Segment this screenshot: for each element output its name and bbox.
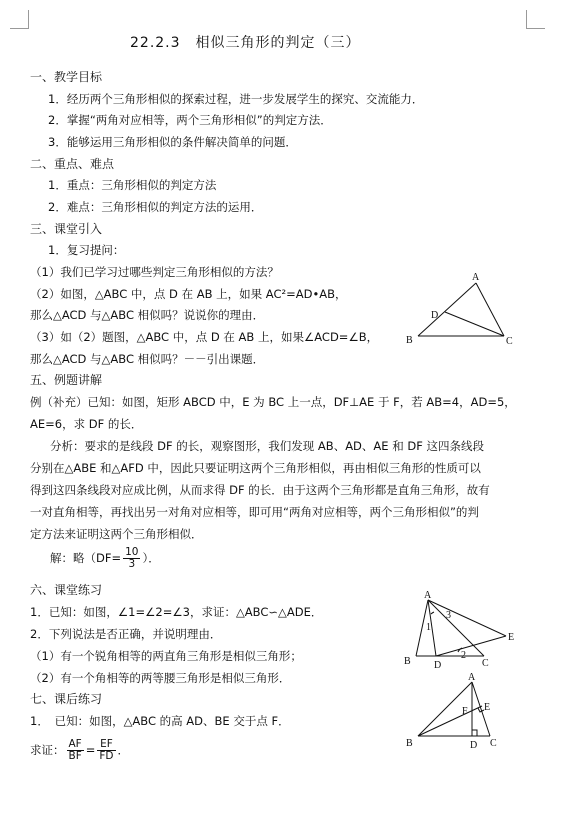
segment-ba [418,283,476,336]
practice-problem-2-b: （2）有一个角相等的两等腰三角形是相似三角形． [30,671,291,685]
label-b: B [406,335,413,346]
analysis-line-3: 得到这四条线段对应成比例，从而求得 DF 的长．由于这两个三角形都是直角三角形，故有 [30,483,490,497]
triangle-figure-2 [396,590,526,670]
goal-item: 3．能够运用三角形相似的条件解决简单的问题． [48,135,297,149]
question-2-line-1: （2）如图，△ABC 中，点 D 在 AB 上，如果 AC²=AD•AB， [30,287,347,301]
label-e: E [484,702,491,713]
label-c: C [482,658,489,669]
label-c: C [490,738,497,749]
analysis-line-4: 一对直角相等，再找出另一对角对应相等，即可用“两角对应相等，两个三角形相似”的判 [30,505,479,519]
section-heading-intro: 三、课堂引入 [30,222,103,236]
label-angle-3: 3 [446,610,451,621]
question-2-line-2: 那么△ACD 与△ABC 相似吗？说说你的理由． [30,308,265,322]
fraction-ef-fd [97,739,115,762]
triangle-figure-1 [400,268,530,348]
analysis-line-2: 分别在△ABE 和△AFD 中，因此只要证明这两个三角形相似，再由相似三角形的性质可以 [30,461,481,475]
section-heading-goals: 一、教学目标 [30,70,103,84]
solution-denominator: 3 [128,558,136,570]
key-point-item: 1．重点：三角形相似的判定方法 [48,178,217,192]
label-c: C [506,336,513,347]
practice-problem-2-a: （1）有一个锐角相等的两直角三角形是相似三角形； [30,649,302,663]
goal-item: 2．掌握“两角对应相等，两个三角形相似”的判定方法． [48,113,332,127]
section-heading-practice: 六、课堂练习 [30,583,103,597]
key-point-item: 2．难点：三角形相似的判定方法的运用． [48,200,263,214]
section-heading-homework: 七、课后练习 [30,692,103,706]
fraction-2-numerator: EF [97,739,115,751]
solution-prefix: 解：略（DF= [50,551,122,565]
fraction-1-denominator: BF [68,750,82,762]
label-d: D [431,310,439,321]
label-e: E [508,632,515,643]
label-d: D [470,740,478,751]
analysis-line-5: 定方法来证明这两个三角形相似． [30,527,203,541]
section-heading-key-points: 二、重点、难点 [30,157,115,171]
label-a: A [424,590,432,601]
triangle-figure-3 [400,672,530,752]
crop-mark-top-left [10,10,29,29]
segment-dc [445,312,504,336]
section-heading-examples: 五、例题讲解 [30,373,103,387]
analysis-line-1: 分析：要求的是线段 DF 的长，观察图形，我们发现 AB、AD、AE 和 DF 这四条线段 [50,439,484,453]
segment-ac [476,283,504,336]
label-d: D [434,660,442,671]
label-b: B [404,656,411,667]
page-title: 22.2.3 相似三角形的判定（三） [130,35,361,51]
fraction-1-numerator: AF [67,739,84,751]
question-1: （1）我们已学习过哪些判定三角形相似的方法？ [30,265,279,279]
label-a: A [468,672,476,683]
homework-problem-1: 1． 已知：如图，△ABC 的高 AD、BE 交于点 F． [30,714,290,728]
prove-label: 求证： [30,743,65,757]
label-b: B [406,738,413,749]
solution-suffix: ）． [142,551,160,565]
solution-line [50,547,160,570]
prove-end: ． [117,743,130,757]
label-angle-1: 1 [426,622,431,633]
equals-sign: = [85,743,96,757]
fraction-2-denominator: FD [99,750,114,762]
goal-item: 1．经历两个三角形相似的探索过程，进一步发展学生的探究、交流能力． [48,92,424,106]
solution-fraction [123,547,140,570]
prove-line [30,739,129,762]
question-3-line-1: （3）如（2）题图，△ABC 中，点 D 在 AB 上，如果∠ACD=∠B， [30,330,379,344]
label-a: A [472,272,480,283]
practice-problem-1: 1．已知：如图，∠1=∠2=∠3，求证：△ABC∽△ADE． [30,605,323,619]
label-angle-2: 2 [461,650,466,661]
review-label: 1．复习提问： [48,243,125,257]
crop-mark-top-right [526,10,545,29]
example-line-2: AE=6，求 DF 的长． [30,417,143,431]
solution-numerator: 10 [125,546,139,558]
question-3-line-2: 那么△ACD 与△ABC 相似吗？－－引出课题． [30,352,265,366]
fraction-af-bf [67,739,84,762]
label-f: F [462,706,468,717]
practice-problem-2: 2．下列说法是否正确，并说明理由． [30,627,222,641]
example-line-1: 例（补充）已知：如图，矩形 ABCD 中，E 为 BC 上一点，DF⊥AE 于 F，若 AB=4，AD=5， [30,395,516,409]
